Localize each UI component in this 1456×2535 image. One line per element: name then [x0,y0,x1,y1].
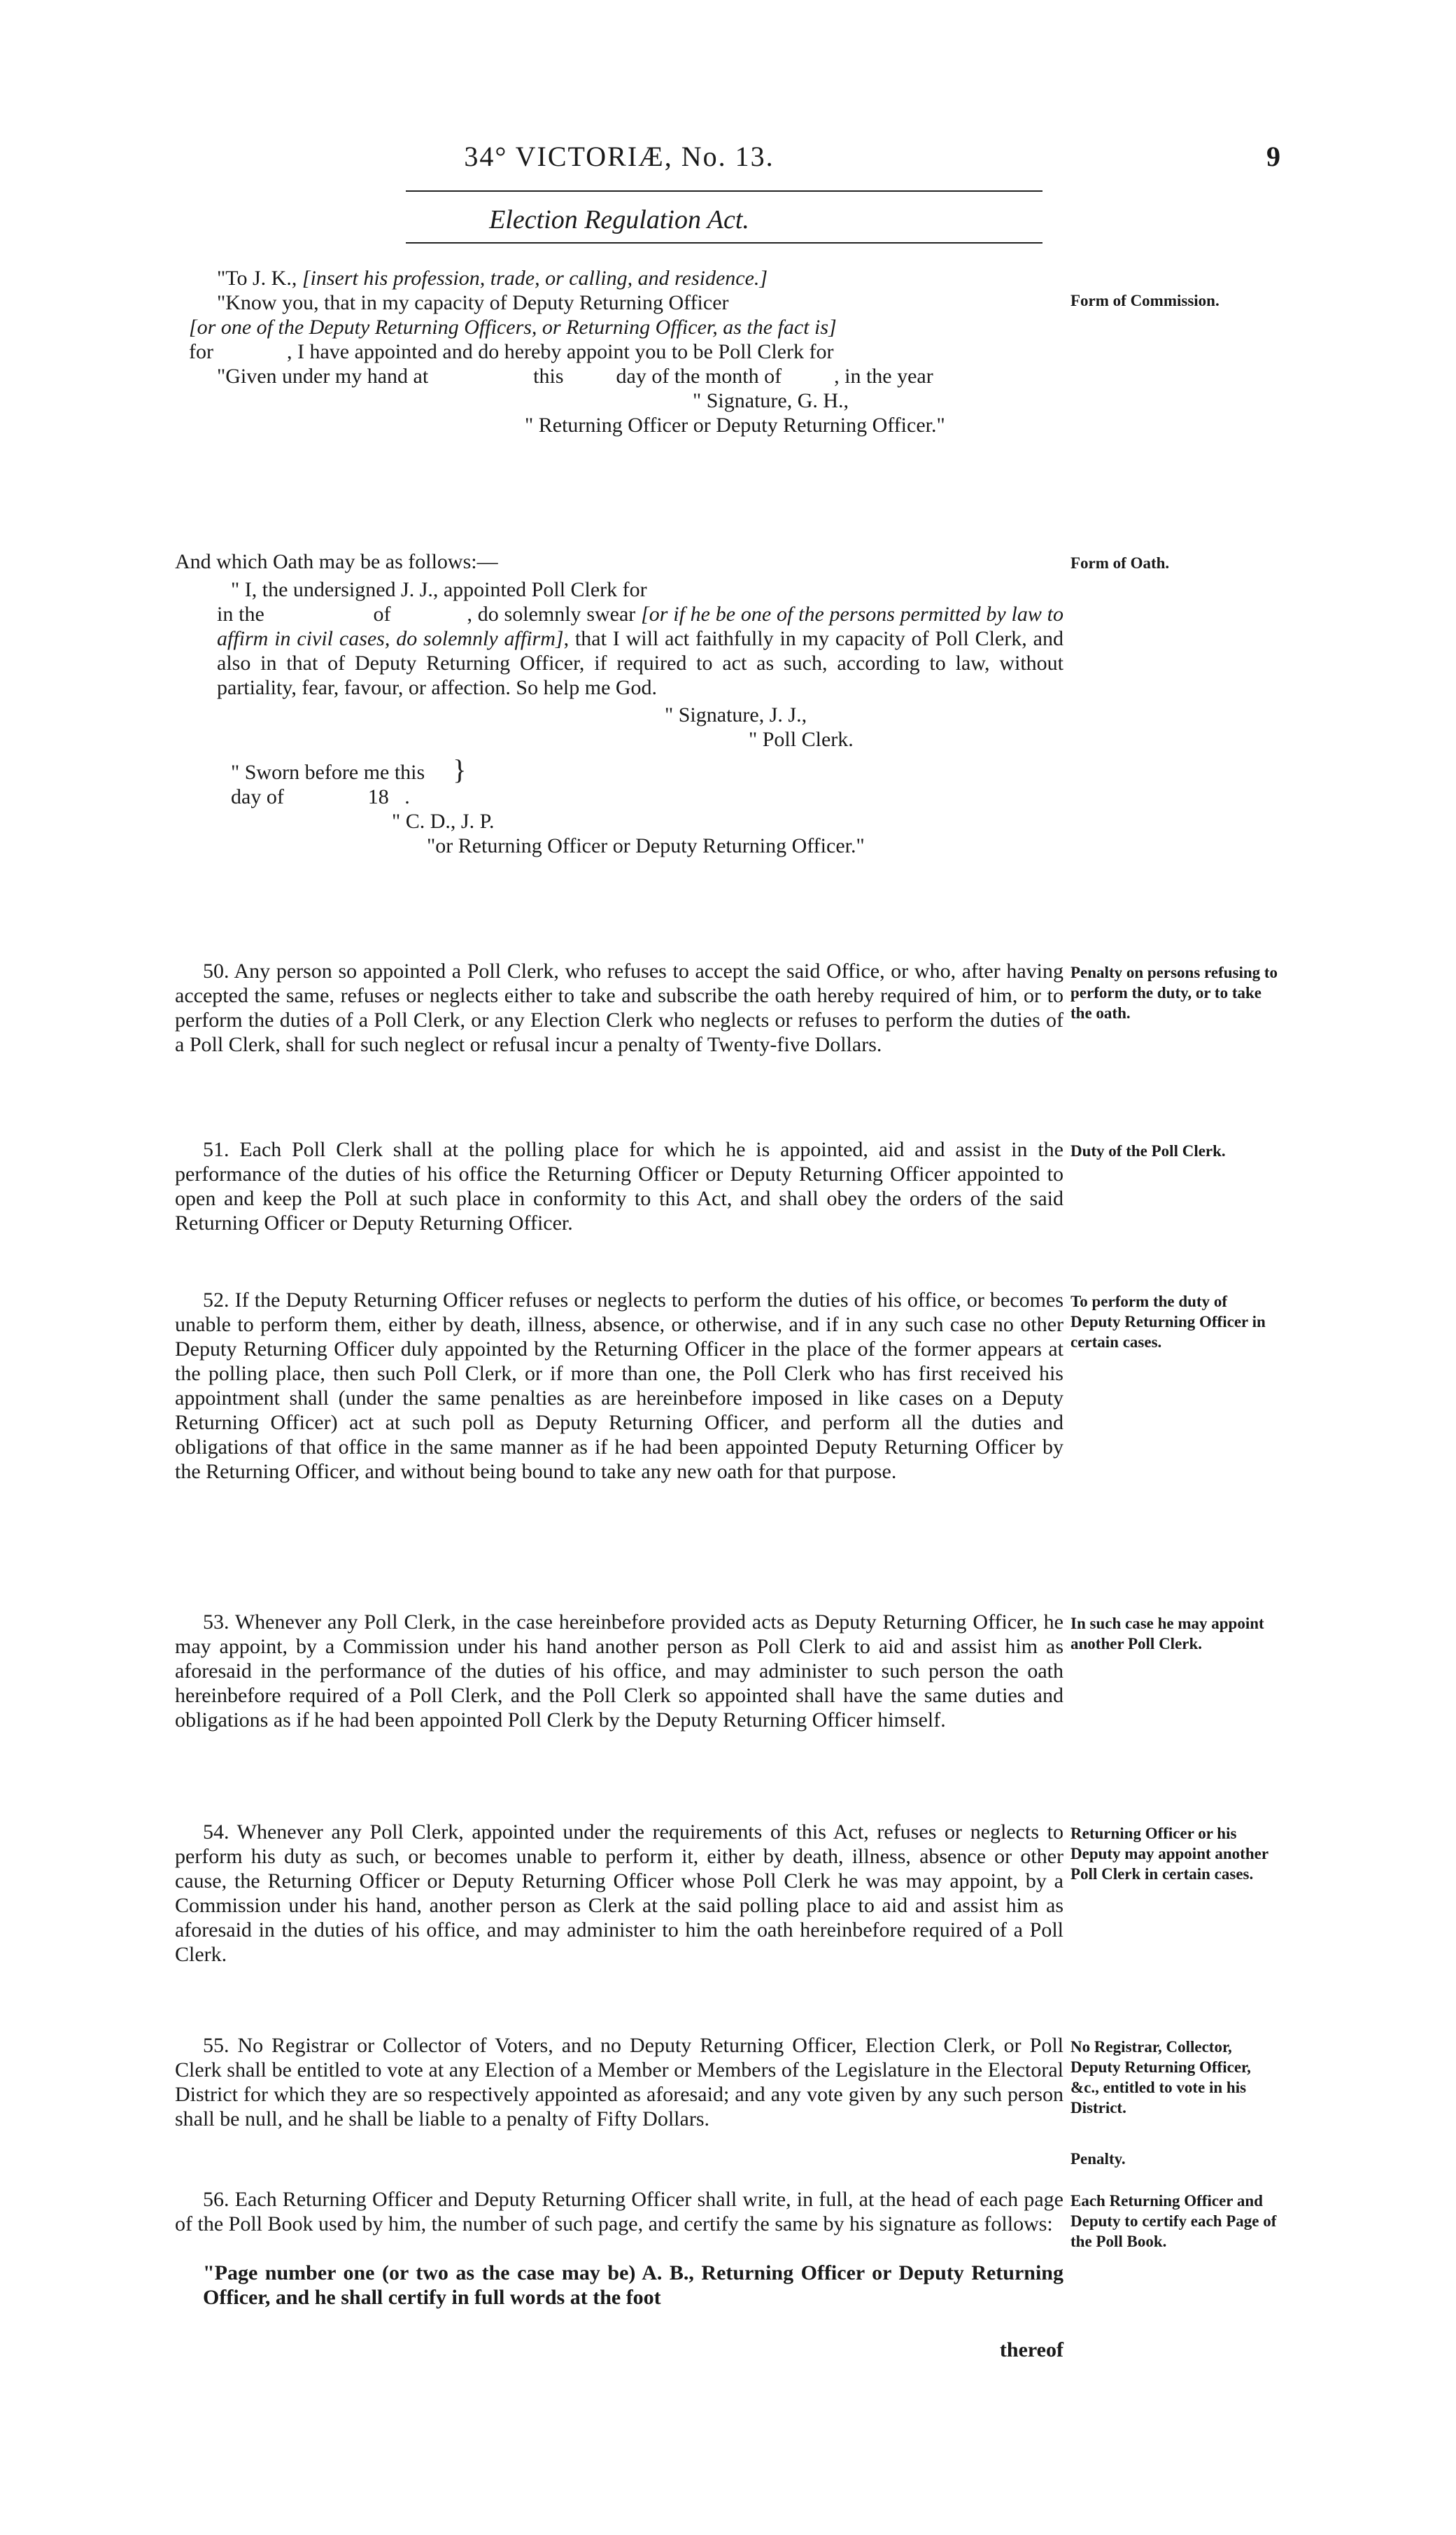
oath-body [217,602,1063,700]
oath-signature: " Signature, J. J., [665,703,807,726]
brace-symbol: } [453,754,467,785]
margin-note-oath: Form of Oath. [1070,554,1170,572]
margin-note-53: In such case he may appoint another Poll Clerk. [1070,1615,1264,1652]
commission-line-2: [or one of the Deputy Returning Officers, or Returning Officer, as the fact is] [189,316,837,339]
commission-line-3: for , I have appointed and do hereby appoint you to be Poll Clerk for [189,340,834,363]
margin-note-55: No Registrar, Collector, Deputy Returning Officer, &c., entitled to vote in his District. [1070,2038,1251,2116]
act-subtitle: Election Regulation Act. [489,205,749,234]
margin-note-51: Duty of the Poll Clerk. [1070,1142,1226,1160]
catchword: thereof [999,2338,1063,2361]
commission-signature: " Signature, G. H., [693,389,849,412]
commission-signature-title: " Returning Officer or Deputy Returning Officer." [525,414,945,437]
commission-salutation [189,266,1063,290]
salutation-text: "To J. K., [217,267,302,290]
header-rule-bottom [406,242,1042,244]
oath-form [175,577,1063,858]
oath-final-line: "or Returning Officer or Deputy Returning Officer." [427,834,865,857]
oath-intro: And which Oath may be as follows:— [175,550,498,573]
header-rule-top [406,190,1042,192]
section-51: 51. Each Poll Clerk shall at the polling place for which he is appointed, aid and assist in the performance of the duties of his office the Returning Officer or Deputy Returning Officer appointed to open and keep the Poll at such place in conformity to this Act, and shall obey the orders of the said Returning Officer or Deputy Returning Officer. [175,1138,1063,1235]
section-53: 53. Whenever any Poll Clerk, in the case hereinbefore provided acts as Deputy Returning Officer, he may appoint, by a Commission under his hand another person as Poll Clerk to aid and assist him as aforesaid in the performance of the duties of his office, and may administer to such person the oath hereinbefore required of a Poll Clerk, and the Poll Clerk so appointed shall have the same duties and obligations as if he had been appointed Poll Clerk by the Deputy Returning Officer himself. [175,1610,1063,1732]
page-certification: "Page number one (or two as the case may be) A. B., Returning Officer or Deputy Returning Officer, and he shall certify in full words at the foot [203,2261,1063,2309]
sworn-line-2: day of 18 . [231,785,410,808]
salutation-italic: [insert his profession, trade, or calling, and residence.] [302,267,768,290]
section-50: 50. Any person so appointed a Poll Clerk, who refuses to accept the said Office, or who, after having accepted the same, refuses or neglects either to take and subscribe the oath hereby required of him, or to perform the duties of a Poll Clerk, or any Election Clerk who neglects or refuses to perform the duties of a Poll Clerk, shall for such neglect or refusal incur a penalty of Twenty-five Dollars. [175,960,1063,1056]
oath-body-a: in the of , do solemnly swear [217,603,642,626]
margin-note-55-penalty: Penalty. [1070,2150,1126,2168]
sworn-line-1 [217,754,1063,785]
sworn-text-1: " Sworn before me this [231,761,425,784]
oath-signature-title: " Poll Clerk. [749,728,854,751]
margin-note-56: Each Returning Officer and Deputy to certify each Page of the Poll Book. [1070,2192,1277,2250]
oath-body-b: , that I will act faithfully in my capacity of Poll Clerk, and also in that of Deputy Returning Officer, if required to act as such, according to law, without partiality, fear, favour, or affection. So help me God. [217,627,1063,699]
section-52: 52. If the Deputy Returning Officer refuses or neglects to perform the duties of his office, or becomes unable to perform them, either by death, illness, absence, or otherwise, and if in any such case no other Deputy Returning Officer duly appointed by the Returning Officer in the place of the former appears at the polling place, then such Poll Clerk, or if more than one, the Poll Clerk who has first received his appointment shall (under the same penalties as are hereinbefore imposed in like cases on a Deputy Returning Officer) act at such poll as Deputy Returning Officer, and perform all the duties and obligations of that office in the same manner as if he had been appointed Deputy Returning Officer by the Returning Officer, and without being bound to take any new oath for that purpose. [175,1288,1063,1483]
commission-form [175,266,1063,437]
page-number: 9 [1266,141,1280,172]
header-title: 34° VICTORIÆ, No. 13. [464,141,775,172]
margin-note-50: Penalty on persons refusing to perform the duty, or to take the oath. [1070,964,1278,1022]
section-54: 54. Whenever any Poll Clerk, appointed under the requirements of this Act, refuses or neglects to perform his duty as such, or becomes unable to perform it, either by death, illness, absence or other cause, the Returning Officer or Deputy Returning Officer whose Poll Clerk he was may appoint, by a Commission under his hand, another person as Clerk at the said polling place to aid and assist him as aforesaid in the duties of his office, and may administer to him the oath hereinbefore required of a Poll Clerk. [175,1820,1063,1966]
justice-signature: " C. D., J. P. [392,810,495,833]
margin-note-commission: Form of Commission. [1070,292,1220,309]
running-header [175,140,1280,182]
oath-body-italic: [or if he be one of the persons permitted by law to affirm in civil cases, do solemnly affirm] [217,603,1064,650]
oath-line-1: " I, the undersigned J. J., appointed Poll Clerk for [231,578,647,601]
margin-note-52: To perform the duty of Deputy Returning Officer in certain cases. [1070,1293,1266,1351]
margin-note-54: Returning Officer or his Deputy may appoint another Poll Clerk in certain cases. [1070,1825,1268,1883]
commission-line-4: "Given under my hand at this day of the month of , in the year [217,365,933,388]
section-55: 55. No Registrar or Collector of Voters, and no Deputy Returning Officer, Election Clerk, or Poll Clerk shall be entitled to vote at any Election of a Member or Members of the Legislature in the Electoral District for which they are so respectively appointed as aforesaid; and any vote given by any such person shall be null, and he shall be liable to a penalty of Fifty Dollars. [175,2034,1063,2130]
commission-line-1: "Know you, that in my capacity of Deputy Returning Officer [217,291,729,314]
section-56: 56. Each Returning Officer and Deputy Returning Officer shall write, in full, at the head of each page of the Poll Book used by him, the number of such page, and certify the same by his signature as follows: [175,2188,1063,2235]
